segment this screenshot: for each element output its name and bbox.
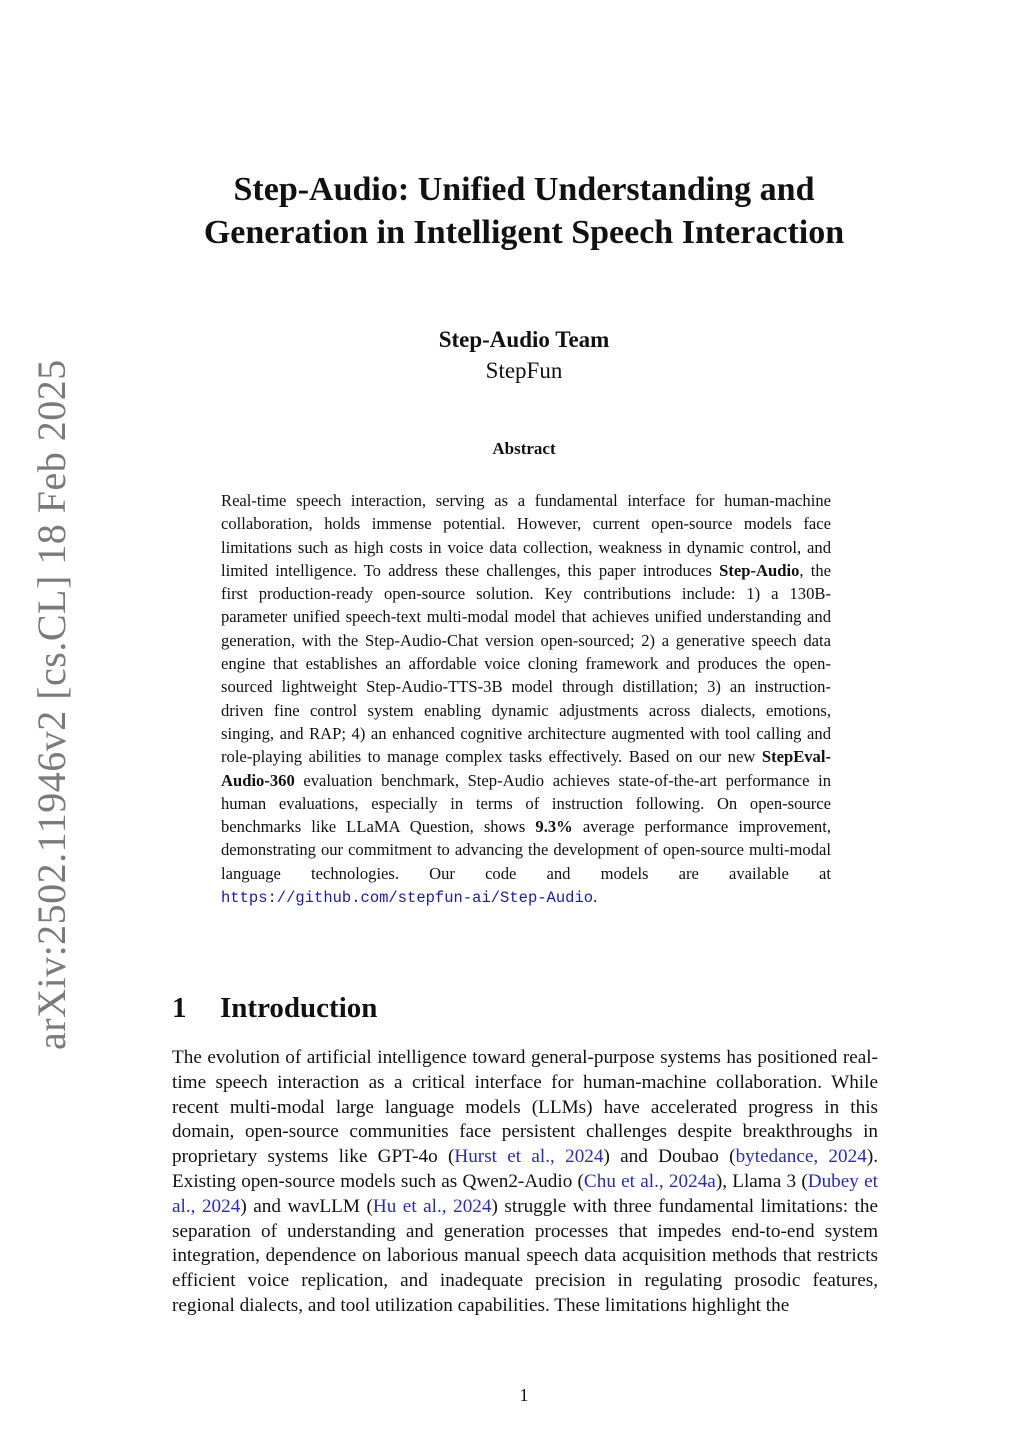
- author-affiliation: StepFun: [485, 358, 563, 383]
- intro-text-segment: ), Llama 3 (: [715, 1170, 808, 1192]
- abstract-text-segment: evaluation benchmark, Step-Audio achieves state-of-the-art performance in human evaluations, especially in terms of instruction following. On open-source benchmarks like LLaMA Question, shows: [221, 770, 831, 837]
- abstract-text-segment: Real-time speech interaction, serving as a fundamental interface for human-machine collaboration, holds immense potential. However, current open-source models face limitations such as high costs in voice data collection, weakness in dynamic control, and limited intelligence. To address these challenges, this paper introduces: [221, 491, 831, 580]
- page-number: 1: [519, 1385, 529, 1405]
- citation-link[interactable]: Chu et al., 2024a: [583, 1170, 716, 1192]
- bold-improvement-value: 9.3%: [535, 817, 573, 837]
- section-title: Introduction: [220, 992, 378, 1024]
- abstract-heading: Abstract: [492, 439, 556, 458]
- arxiv-identifier: arXiv:2502.11946v2 [cs.CL] 18 Feb 2025: [29, 359, 74, 1050]
- bold-benchmark-name: StepEval-Audio-360: [221, 747, 831, 790]
- section-number: 1: [172, 992, 187, 1024]
- citation-link[interactable]: Dubey et al., 2024: [172, 1170, 878, 1217]
- author-name: Step-Audio Team: [438, 327, 610, 352]
- abstract-text-segment: , the first production-ready open-source solution. Key contributions include: 1) a 130B-parameter unified speech-text multi-modal model that achieves unified understanding and generation, with the Step-Audio-Chat version open-sourced; 2) a generative speech data engine that establishes an affordable voice cloning framework and produces the open-sourced lightweight Step-Audio-TTS-3B model through distillation; 3) an instruction-driven fine control system enabling dynamic adjustments across dialects, emotions, singing, and RAP; 4) an enhanced cognitive architecture augmented with tool calling and role-playing abilities to manage complex tasks effectively. Based on our new: [221, 560, 831, 767]
- intro-text-segment: ). Existing open-source models such as Qwen2-Audio (: [172, 1146, 878, 1192]
- citation-link[interactable]: Hu et al., 2024: [372, 1195, 492, 1217]
- section-heading-introduction: [172, 990, 878, 1026]
- introduction-paragraph: [172, 1046, 878, 1319]
- paper-title: Step-Audio: Unified Understanding and Generation in Intelligent Speech Interaction: [203, 171, 845, 251]
- bold-model-name: Step-Audio: [719, 560, 800, 580]
- citation-link[interactable]: Hurst et al., 2024: [454, 1146, 604, 1168]
- intro-text-segment: ) and wavLLM (: [240, 1195, 373, 1217]
- abstract-text-segment: .: [593, 887, 598, 907]
- abstract-text: [221, 489, 831, 910]
- intro-text-segment: ) struggle with three fundamental limitations: the separation of understanding and generation processes that impedes end-to-end system integration, dependence on laborious manual speech data acquisition methods that restricts efficient voice replication, and inadequate precision in regulating prosodic features, regional dialects, and tool utilization capabilities. These limitations highlight the: [172, 1195, 878, 1316]
- abstract-text-segment: average performance improvement, demonstrating our commitment to advancing the development of open-source multi-modal language technologies. Our code and models are available at: [221, 817, 831, 883]
- citation-link[interactable]: bytedance, 2024: [735, 1146, 867, 1168]
- intro-text-segment: ) and Doubao (: [603, 1146, 736, 1168]
- intro-text-segment: The evolution of artificial intelligence toward general-purpose systems has positioned real-time speech interaction as a critical interface for human-machine collaboration. While recent multi-modal large language models (LLMs) have accelerated progress in this domain, open-source communities face persistent challenges despite breakthroughs in proprietary systems like GPT-4o (: [172, 1047, 878, 1168]
- github-link[interactable]: https://github.com/stepfun-ai/Step-Audio: [221, 889, 594, 908]
